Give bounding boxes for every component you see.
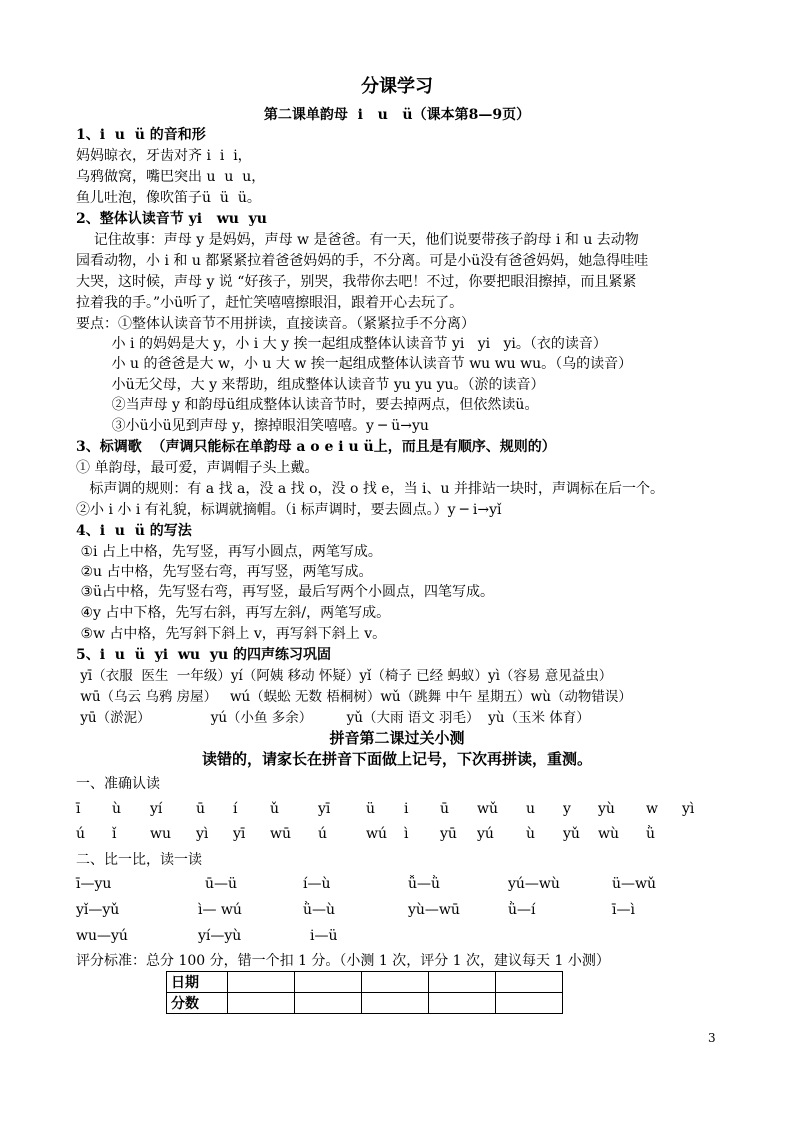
story-line: 记住故事：声母 y 是妈妈，声母 w 是爸爸。有一天，他们说要带孩子韵母 i 和 u 去动物 xyxy=(76,232,639,248)
section2-heading: 2、整体认读音节 yi wu yu xyxy=(76,211,267,227)
reading-item: ù xyxy=(112,801,122,817)
section1-line: 乌鸦做窝，嘴巴突出 u u u， xyxy=(76,169,266,185)
reading-item: wū xyxy=(270,826,291,842)
reading-item: ū xyxy=(196,801,206,817)
score-cell[interactable] xyxy=(429,993,496,1014)
date-cell[interactable] xyxy=(228,972,295,993)
reading-item: yī xyxy=(318,801,331,817)
section3-line: 标声调的规则：有 a 找 a，没 a 找 o，没 o 找 e，当 i、u 并排站一块时，声调标在后一个。 xyxy=(76,481,664,497)
key-point: 小ü无父母，大 y 来帮助，组成整体认读音节 yu yu yu。（淤的读音） xyxy=(76,377,545,393)
reading-item: u xyxy=(526,801,536,817)
compare-item: ü—wǔ xyxy=(612,876,657,892)
quiz-note: 读错的，请家长在拼音下面做上记号，下次再拼读，重测。 xyxy=(201,750,592,768)
score-cell[interactable] xyxy=(295,993,362,1014)
lesson-subtitle: 第二课单韵母 i u ü（课本第8—9页） xyxy=(263,107,531,123)
reading-item: ü xyxy=(366,801,376,817)
compare-item: i—ü xyxy=(310,928,338,944)
quiz-section1-heading: 一、准确认读 xyxy=(76,776,160,792)
compare-item: yù—wū xyxy=(408,902,460,918)
reading-item: ǔ xyxy=(270,801,280,817)
section4-line: ④y 占中下格，先写右斜，再写左斜/，两笔写成。 xyxy=(76,605,391,621)
section1-line: 妈妈晾衣，牙齿对齐 i i i， xyxy=(76,148,252,164)
scoring-criteria: 评分标准：总分 100 分，错一个扣 1 分。（小测 1 次，评分 1 次，建议每天 1 小测） xyxy=(76,953,610,969)
section1-line: 鱼儿吐泡，像吹笛子ü ü ü。 xyxy=(76,190,261,206)
section1-heading: 1、i u ü 的音和形 xyxy=(76,127,206,143)
section4-line: ⑤w 占中格，先写斜下斜上 v，再写斜下斜上 v。 xyxy=(76,626,387,642)
story-line: 园看动物，小 i 和 u 都紧紧拉着爸爸妈妈的手，不分离。可是小ü没有爸爸妈妈，她急得哇哇 xyxy=(76,253,649,269)
reading-item: wú xyxy=(366,826,387,842)
row-header-date: 日期 xyxy=(167,972,228,993)
reading-item: yū xyxy=(440,826,457,842)
reading-item: ū xyxy=(440,801,450,817)
score-table xyxy=(166,971,563,1014)
reading-item: wù xyxy=(598,826,619,842)
reading-item: yú xyxy=(477,826,494,842)
reading-item: y xyxy=(563,801,571,817)
key-point: 要点：①整体认读音节不用拼读，直接读音。（紧紧拉手不分离） xyxy=(76,316,475,332)
page-title: 分课学习 xyxy=(361,76,433,97)
key-point: 小 u 的爸爸是大 w，小 u 大 w 挨一起组成整体认读音节 wu wu wu。（乌的读音） xyxy=(76,356,633,372)
section5-line: yū（淤泥） yú（小鱼 多余） yǔ（大雨 语文 羽毛） yù（玉米 体育） xyxy=(76,710,590,726)
compare-item: yú—wù xyxy=(508,876,560,892)
compare-item: ì— wú xyxy=(198,902,242,918)
quiz-section2-heading: 二、比一比，读一读 xyxy=(76,852,202,868)
score-cell[interactable] xyxy=(496,993,563,1014)
reading-item: yì xyxy=(196,826,209,842)
reading-item: yù xyxy=(598,801,615,817)
compare-item: wu—yú xyxy=(76,928,128,944)
reading-item: yì xyxy=(682,801,695,817)
date-cell[interactable] xyxy=(295,972,362,993)
reading-item: yī xyxy=(233,826,246,842)
reading-item: í xyxy=(233,801,238,817)
score-cell[interactable] xyxy=(228,993,295,1014)
section3-line: ②小 i 小 i 有礼貌，标调就摘帽。（i 标声调时，要去圆点。）y ─ i→yǐ xyxy=(76,502,502,518)
quiz-title: 拼音第二课过关小测 xyxy=(329,729,465,747)
date-cell[interactable] xyxy=(429,972,496,993)
story-line: 拉着我的手。”小ü听了，赶忙笑嘻嘻擦眼泪，跟着开心去玩了。 xyxy=(76,295,464,311)
reading-item: w xyxy=(646,801,658,817)
table-row xyxy=(167,972,563,993)
section3-heading: 3、标调歌 （声调只能标在单韵母 a o e i u ü上，而且是有顺序、规则的） xyxy=(76,439,556,455)
section5-heading: 5、i u ü yi wu yu 的四声练习巩固 xyxy=(76,647,332,663)
reading-item: wu xyxy=(150,826,171,842)
key-point: 小 i 的妈妈是大 y，小 i 大 y 挨一起组成整体认读音节 yi yi yi。（衣的读音） xyxy=(76,336,607,352)
reading-item: ú xyxy=(318,826,328,842)
reading-item: ú xyxy=(76,826,86,842)
row-header-score: 分数 xyxy=(167,993,228,1014)
reading-item: yǔ xyxy=(563,826,580,842)
reading-item: ī xyxy=(76,801,81,817)
compare-item: ǚ—ǜ xyxy=(408,876,441,892)
reading-item: i xyxy=(404,801,409,817)
table-row xyxy=(167,993,563,1014)
reading-item: ù xyxy=(526,826,536,842)
compare-item: ū—ü xyxy=(205,876,238,892)
reading-item: ǐ xyxy=(112,826,117,842)
compare-item: ǜ—í xyxy=(508,902,536,918)
section4-line: ②u 占中格，先写竖右弯，再写竖，两笔写成。 xyxy=(76,564,373,580)
section4-heading: 4、i u ü 的写法 xyxy=(76,523,192,539)
reading-item: ǜ xyxy=(646,826,656,842)
score-cell[interactable] xyxy=(362,993,429,1014)
compare-item: ǜ—ù xyxy=(303,902,336,918)
section4-line: ①i 占上中格，先写竖，再写小圆点，两笔写成。 xyxy=(76,544,382,560)
story-line: 大哭，这时候，声母 y 说 “好孩子，别哭，我带你去吧！不过，你要把眼泪擦掉，而且紧紧 xyxy=(76,274,637,290)
compare-item: yǐ—yǔ xyxy=(76,902,120,918)
compare-item: í—ù xyxy=(303,876,331,892)
key-point: ②当声母 y 和韵母ü组成整体认读音节时，要去掉两点，但依然读ü。 xyxy=(76,397,539,413)
reading-item: ì xyxy=(404,826,409,842)
compare-item: ī—ì xyxy=(612,902,635,918)
date-cell[interactable] xyxy=(496,972,563,993)
key-point: ③小ü小ü见到声母 y，擦掉眼泪笑嘻嘻。y ─ ü→yu xyxy=(76,418,429,434)
section4-line: ③ü占中格，先写竖右弯，再写竖，最后写两个小圆点，四笔写成。 xyxy=(76,584,495,600)
section5-line: yī（衣服 医生 一年级）yí（阿姨 移动 怀疑）yǐ（椅子 已经 蚂蚁）yì（容易 意见益虫） xyxy=(76,668,613,684)
date-cell[interactable] xyxy=(362,972,429,993)
reading-item: yí xyxy=(150,801,163,817)
compare-item: ī—yu xyxy=(76,876,112,892)
reading-item: wǔ xyxy=(477,801,498,817)
page-number: 3 xyxy=(708,1031,716,1045)
section3-line: ① 单韵母，最可爱，声调帽子头上戴。 xyxy=(76,460,319,476)
compare-item: yí—yù xyxy=(198,928,242,944)
section5-line: wū（乌云 乌鸦 房屋） wú（蜈蚣 无数 梧桐树）wǔ（跳舞 中午 星期五）wù（动物错误） xyxy=(76,689,632,705)
